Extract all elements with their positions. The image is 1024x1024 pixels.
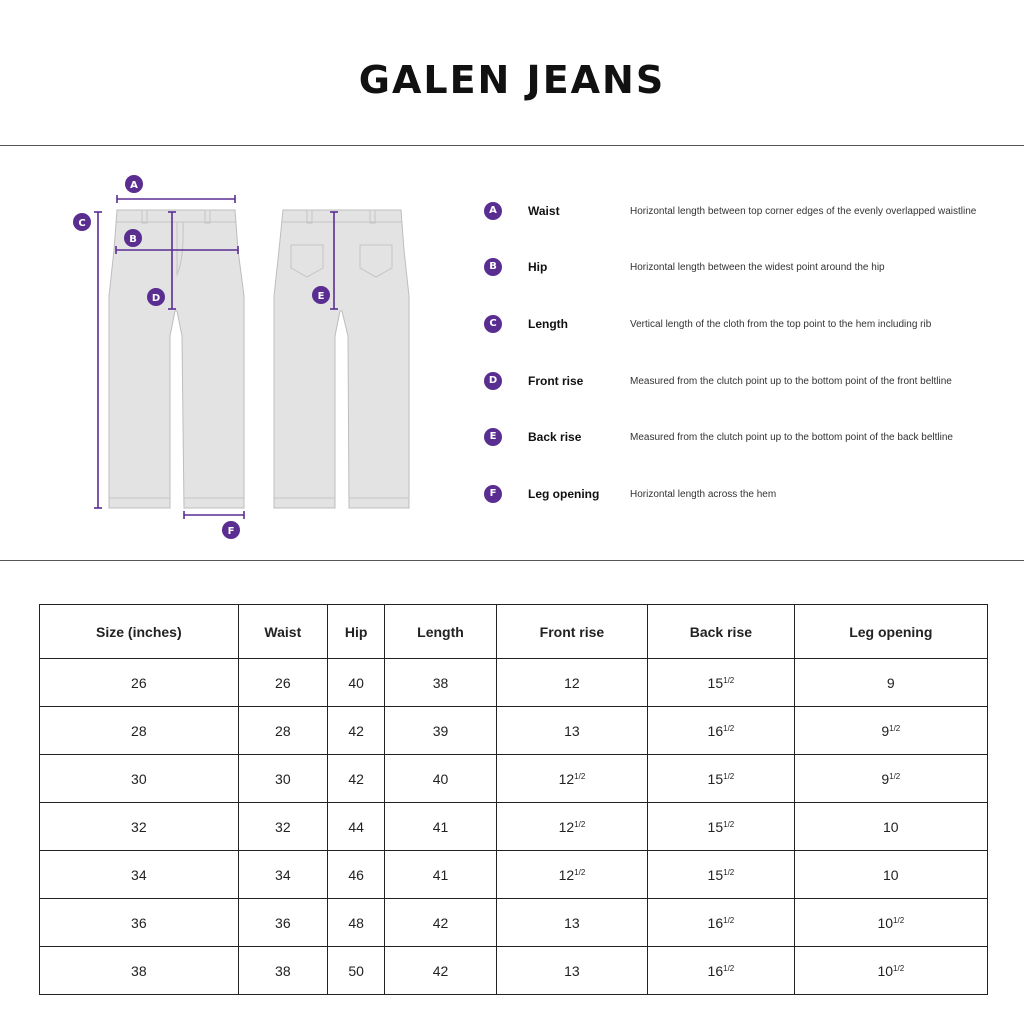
cell-fraction: 1/2	[723, 867, 735, 877]
cell-value: 38	[131, 962, 147, 979]
cell-value: 40	[432, 770, 449, 787]
header-hip: Hip	[327, 605, 384, 659]
cell-fraction: 1/2	[893, 915, 905, 925]
cell-value: 50	[348, 962, 364, 979]
badge-a: A	[484, 202, 502, 220]
table-cell	[496, 707, 648, 755]
legend-label: Back rise	[528, 430, 582, 444]
badge-b: B	[484, 258, 502, 276]
legend-label: Waist	[528, 204, 560, 218]
table-cell	[496, 755, 648, 803]
cell-fraction: 1/2	[723, 963, 735, 973]
table-cell	[794, 803, 987, 851]
cell-value: 42	[348, 770, 364, 787]
cell-value: 36	[275, 914, 291, 931]
cell-value: 30	[131, 770, 147, 787]
legend-description: Measured from the clutch point up to the bottom point of the front beltline	[630, 376, 952, 387]
table-cell	[794, 707, 987, 755]
jeans-diagram	[0, 146, 460, 560]
cell-fraction: 1/2	[723, 915, 735, 925]
cell-fraction: 1/2	[723, 723, 735, 733]
table-cell	[648, 803, 794, 851]
cell-value: 15	[707, 818, 724, 835]
legend-description: Horizontal length between the widest point around the hip	[630, 262, 885, 273]
legend-row-front-rise	[484, 372, 1004, 392]
table-row	[40, 755, 988, 803]
cell-value: 30	[275, 770, 291, 787]
cell-value: 34	[275, 866, 291, 883]
table-cell	[496, 659, 648, 707]
table-cell	[238, 947, 327, 995]
cell-value: 38	[275, 962, 291, 979]
cell-value: 16	[707, 914, 724, 931]
legend-row-waist	[484, 202, 1004, 222]
marker-b	[124, 229, 142, 247]
table-row	[40, 899, 988, 947]
header-back-rise: Back rise	[648, 605, 794, 659]
table-cell	[327, 755, 384, 803]
cell-value: 48	[348, 914, 364, 931]
cell-value: 9	[881, 770, 890, 787]
table-cell	[496, 899, 648, 947]
cell-value: 9	[881, 722, 890, 739]
cell-value: 28	[275, 722, 291, 739]
table-row	[40, 803, 988, 851]
table-cell	[238, 659, 327, 707]
table-cell	[238, 755, 327, 803]
cell-fraction: 1/2	[889, 771, 901, 781]
cell-value: 32	[275, 818, 291, 835]
legend-label: Front rise	[528, 374, 584, 388]
table-cell	[238, 899, 327, 947]
cell-value: 13	[564, 962, 580, 979]
cell-value: 16	[707, 722, 724, 739]
table-row	[40, 947, 988, 995]
jeans-front-view	[109, 210, 244, 508]
middle-divider	[0, 560, 1024, 561]
table-row	[40, 659, 988, 707]
svg-text:E: E	[317, 291, 325, 302]
cell-value: 36	[131, 914, 147, 931]
badge-f: F	[484, 485, 502, 503]
cell-fraction: 1/2	[723, 675, 735, 685]
table-cell	[40, 755, 239, 803]
legend-row-hip	[484, 258, 1004, 278]
svg-text:F: F	[227, 526, 235, 537]
cell-value: 42	[348, 722, 364, 739]
cell-fraction: 1/2	[574, 771, 586, 781]
svg-text:D: D	[151, 293, 161, 304]
table-cell	[794, 851, 987, 899]
table-cell	[385, 707, 496, 755]
table-cell	[238, 707, 327, 755]
header-waist: Waist	[238, 605, 327, 659]
table-cell	[496, 851, 648, 899]
table-cell	[385, 851, 496, 899]
table-cell	[648, 755, 794, 803]
marker-d	[147, 288, 165, 306]
cell-value: 15	[707, 866, 724, 883]
marker-a	[125, 175, 143, 193]
cell-value: 34	[131, 866, 147, 883]
table-cell	[385, 899, 496, 947]
header-size: Size (inches)	[40, 605, 239, 659]
cell-value: 12	[558, 818, 575, 835]
table-cell	[238, 803, 327, 851]
table-cell	[385, 755, 496, 803]
table-body	[40, 659, 988, 995]
table-cell	[385, 803, 496, 851]
legend-description: Horizontal length across the hem	[630, 489, 777, 500]
cell-value: 12	[558, 770, 575, 787]
table-cell	[648, 707, 794, 755]
cell-value: 39	[432, 722, 449, 739]
table-cell	[40, 707, 239, 755]
jeans-back-view	[274, 210, 409, 508]
table-cell	[496, 947, 648, 995]
table-cell	[327, 899, 384, 947]
table-cell	[648, 851, 794, 899]
cell-fraction: 1/2	[723, 819, 735, 829]
cell-fraction: 1/2	[574, 819, 586, 829]
cell-value: 9	[886, 674, 895, 691]
cell-value: 41	[432, 818, 449, 835]
cell-value: 10	[883, 818, 899, 835]
cell-value: 32	[131, 818, 147, 835]
legend-row-back-rise	[484, 428, 1004, 448]
cell-value: 13	[564, 914, 580, 931]
badge-d: D	[484, 372, 502, 390]
table-header-row	[40, 605, 988, 659]
marker-c	[73, 213, 91, 231]
cell-value: 16	[707, 962, 724, 979]
header-front-rise: Front rise	[496, 605, 648, 659]
legend-label: Leg opening	[528, 487, 600, 501]
cell-value: 38	[432, 674, 449, 691]
svg-text:B: B	[129, 234, 137, 245]
table-cell	[40, 899, 239, 947]
legend-row-length	[484, 315, 1004, 335]
table-cell	[648, 899, 794, 947]
cell-value: 26	[131, 674, 147, 691]
cell-fraction: 1/2	[889, 723, 901, 733]
cell-value: 46	[348, 866, 364, 883]
table-cell	[794, 947, 987, 995]
table-cell	[327, 707, 384, 755]
cell-value: 28	[131, 722, 147, 739]
svg-text:A: A	[130, 180, 138, 191]
cell-value: 10	[883, 866, 899, 883]
table-cell	[648, 947, 794, 995]
marker-f	[222, 521, 240, 539]
table-cell	[40, 947, 239, 995]
size-chart-table	[39, 604, 988, 995]
cell-value: 15	[707, 770, 724, 787]
cell-value: 10	[877, 914, 894, 931]
cell-fraction: 1/2	[893, 963, 905, 973]
marker-e	[312, 286, 330, 304]
table-cell	[496, 803, 648, 851]
table-cell	[40, 851, 239, 899]
badge-e: E	[484, 428, 502, 446]
table-row	[40, 851, 988, 899]
table-cell	[648, 659, 794, 707]
table-cell	[385, 659, 496, 707]
table-cell	[385, 947, 496, 995]
legend-label: Hip	[528, 260, 548, 274]
cell-fraction: 1/2	[723, 771, 735, 781]
cell-value: 15	[707, 674, 724, 691]
header-length: Length	[385, 605, 496, 659]
legend-label: Length	[528, 317, 568, 331]
cell-fraction: 1/2	[574, 867, 586, 877]
legend-row-leg-opening	[484, 485, 1004, 505]
svg-text:C: C	[78, 218, 86, 229]
legend-description: Horizontal length between top corner edges of the evenly overlapped waistline	[630, 206, 977, 217]
cell-value: 12	[558, 866, 575, 883]
cell-value: 10	[877, 962, 894, 979]
table-cell	[794, 755, 987, 803]
table-cell	[40, 803, 239, 851]
table-cell	[327, 851, 384, 899]
table-cell	[794, 659, 987, 707]
cell-value: 44	[348, 818, 364, 835]
table-cell	[327, 659, 384, 707]
table-row	[40, 707, 988, 755]
table-cell	[40, 659, 239, 707]
table-cell	[794, 899, 987, 947]
cell-value: 42	[432, 962, 449, 979]
cell-value: 13	[564, 722, 580, 739]
legend-description: Measured from the clutch point up to the bottom point of the back beltline	[630, 432, 953, 443]
table-cell	[327, 803, 384, 851]
cell-value: 40	[348, 674, 364, 691]
table-cell	[238, 851, 327, 899]
brand-title: GALEN JEANS	[358, 58, 666, 102]
legend-description: Vertical length of the cloth from the top point to the hem including rib	[630, 319, 932, 330]
cell-value: 42	[432, 914, 449, 931]
header-leg-opening: Leg opening	[794, 605, 987, 659]
badge-c: C	[484, 315, 502, 333]
cell-value: 26	[275, 674, 291, 691]
cell-value: 41	[432, 866, 449, 883]
cell-value: 12	[564, 674, 580, 691]
table-cell	[327, 947, 384, 995]
